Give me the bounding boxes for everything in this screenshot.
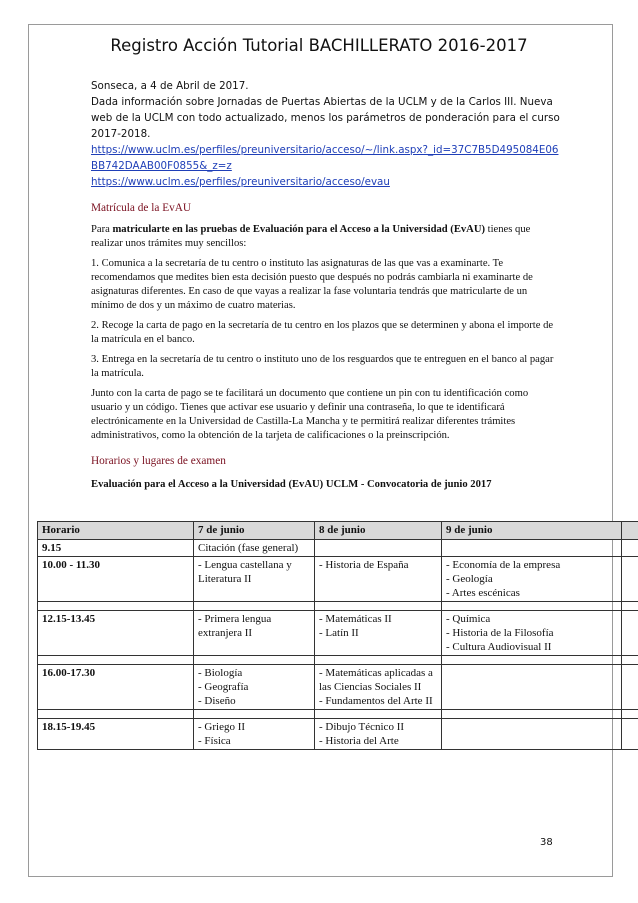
exam-cell-d7: [194, 540, 315, 557]
time-slot-cell: 16.00-17.30: [38, 665, 194, 710]
document-body: [91, 78, 561, 490]
spacer-cell: [194, 656, 315, 665]
extra-cell: [622, 557, 638, 602]
header-horario: Horario: [38, 522, 194, 540]
matricula-note: Junto con la carta de pago se te facilitará un documento que contiene un pin con tu identificación como usuario y un código. Tienes que activar ese usuario y definir una contraseña, lo que te identificará electrónicamente en la Universidad de Castilla-La Mancha y te permitirá realizar diferentes trámites administrativos, como la obtención de la tarjeta de calificaciones o la preinscripción.: [91, 388, 529, 441]
time-slot-cell: 18.15-19.45: [38, 719, 194, 750]
spacer-cell: [315, 656, 442, 665]
page-number: 38: [540, 837, 553, 848]
header-extra: [622, 522, 638, 540]
exam-cell-d8: [315, 719, 442, 750]
date-line: Sonseca, a 4 de Abril de 2017.: [91, 80, 249, 92]
table-row: [38, 611, 638, 656]
exam-cell-d7: [194, 665, 315, 710]
spacer-cell: [622, 656, 638, 665]
subject-entry: - Geografía: [198, 681, 249, 693]
document-header-title: Registro Acción Tutorial BACHILLERATO 2016-2017: [110, 36, 528, 55]
extra-cell: [622, 665, 638, 710]
subject-entry: - Primera lengua extranjera II: [198, 613, 272, 639]
subject-entry: - Física: [198, 735, 231, 747]
table-row: [38, 540, 638, 557]
exam-schedule-table: [37, 521, 638, 750]
subject-entry: - Historia de España: [319, 559, 409, 571]
time-slot-cell: 10.00 - 11.30: [38, 557, 194, 602]
subject-entry: - Griego II: [198, 721, 246, 733]
subject-entry: - Dibujo Técnico II: [319, 721, 405, 733]
spacer-cell: [315, 602, 442, 611]
subject-entry: - Historia de la Filosofía: [446, 627, 554, 639]
table-row: [38, 557, 638, 602]
time-slot-cell: 9.15: [38, 540, 194, 557]
spacer-row: [38, 602, 638, 611]
spacer-cell: [194, 602, 315, 611]
intro-block: [91, 78, 561, 190]
spacer-cell: [38, 602, 194, 611]
exam-cell-d9: [442, 540, 622, 557]
exam-cell-d7: [194, 611, 315, 656]
table-header-row: [38, 522, 638, 540]
spacer-cell: [622, 602, 638, 611]
table-row: [38, 719, 638, 750]
subject-entry: - Geología: [446, 573, 493, 585]
subject-entry: - Economía de la empresa: [446, 559, 561, 571]
matricula-section-title: Matrícula de la EvAU: [91, 202, 192, 214]
spacer-row: [38, 656, 638, 665]
spacer-cell: [442, 710, 622, 719]
exam-cell-d8: [315, 665, 442, 710]
matricula-lead: [91, 223, 561, 251]
exam-cell-d8: [315, 540, 442, 557]
spacer-cell: [315, 710, 442, 719]
time-slot-cell: 12.15-13.45: [38, 611, 194, 656]
exam-cell-d9: [442, 665, 622, 710]
subject-entry: - Artes escénicas: [446, 587, 520, 599]
exam-cell-d9: [442, 611, 622, 656]
exam-cell-d8: [315, 611, 442, 656]
exam-cell-d9: [442, 557, 622, 602]
subject-entry: - Historia del Arte: [319, 735, 399, 747]
subject-entry: - Fundamentos del Arte II: [319, 695, 433, 707]
header-7-junio: 7 de junio: [194, 522, 315, 540]
subject-entry: - Matemáticas aplicadas a las Ciencias Sociales II: [319, 667, 433, 693]
subject-entry: Citación (fase general): [198, 542, 299, 554]
matricula-step-3: 3. Entrega en la secretaría de tu centro o instituto uno de los resguardos que te entreguen en el banco al pagar la matrícula.: [91, 354, 554, 379]
spacer-cell: [38, 710, 194, 719]
extra-cell: [622, 611, 638, 656]
spacer-cell: [622, 710, 638, 719]
subject-entry: - Diseño: [198, 695, 236, 707]
exam-cell-d7: [194, 719, 315, 750]
exam-cell-d9: [442, 719, 622, 750]
subject-entry: - Matemáticas II: [319, 613, 392, 625]
intro-description: Dada información sobre Jornadas de Puertas Abiertas de la UCLM y de la Carlos III. Nueva web de la UCLM con todo actualizado, menos los parámetros de ponderación para el curso 2017-2018.: [91, 96, 560, 140]
exam-cell-d8: [315, 557, 442, 602]
extra-cell: [622, 719, 638, 750]
subject-entry: - Latín II: [319, 627, 359, 639]
convocatoria-heading: Evaluación para el Acceso a la Universidad (EvAU) UCLM - Convocatoria de junio 2017: [91, 479, 492, 490]
subject-entry: - Cultura Audiovisual II: [446, 641, 552, 653]
matricula-lead-bold: matricularte en las pruebas de Evaluación para el Acceso a la Universidad (EvAU): [112, 224, 486, 235]
spacer-cell: [194, 710, 315, 719]
subject-entry: - Química: [446, 613, 491, 625]
matricula-lead-suffix: tienes que realizar unos trámites muy sencillos:: [91, 224, 531, 249]
subject-entry: - Lengua castellana y Literatura II: [198, 559, 292, 585]
extra-cell: [622, 540, 638, 557]
subject-entry: - Biología: [198, 667, 243, 679]
spacer-cell: [442, 656, 622, 665]
matricula-lead-prefix: Para: [91, 224, 113, 235]
matricula-step-2: 2. Recoge la carta de pago en la secretaría de tu centro en los plazos que se determinen y abona el importe de la matrícula en el banco.: [91, 320, 554, 345]
exam-cell-d7: [194, 557, 315, 602]
matricula-step-1: 1. Comunica a la secretaría de tu centro o instituto las asignaturas de las que vas a examinarte. Te recomendamos que medites bien esta decisión puesto que después no podrás cambiarla ni examinarte de asignaturas diferentes. En caso de que vayas a realizar la fase voluntaria tendrás que matricularte de un mínimo de dos y un máximo de cuatro materias.: [91, 258, 533, 311]
header-9-junio: 9 de junio: [442, 522, 622, 540]
header-8-junio: 8 de junio: [315, 522, 442, 540]
horarios-section-title: Horarios y lugares de examen: [91, 455, 226, 467]
spacer-row: [38, 710, 638, 719]
table-row: [38, 665, 638, 710]
spacer-cell: [442, 602, 622, 611]
spacer-cell: [38, 656, 194, 665]
uclm-link-evau[interactable]: https://www.uclm.es/perfiles/preuniversitario/acceso/evau: [91, 176, 390, 188]
uclm-link-aspx[interactable]: https://www.uclm.es/perfiles/preuniversitario/acceso/~/link.aspx?_id=37C7B5D495084E06BB742DAAB00F0855&_z=z: [91, 144, 559, 172]
